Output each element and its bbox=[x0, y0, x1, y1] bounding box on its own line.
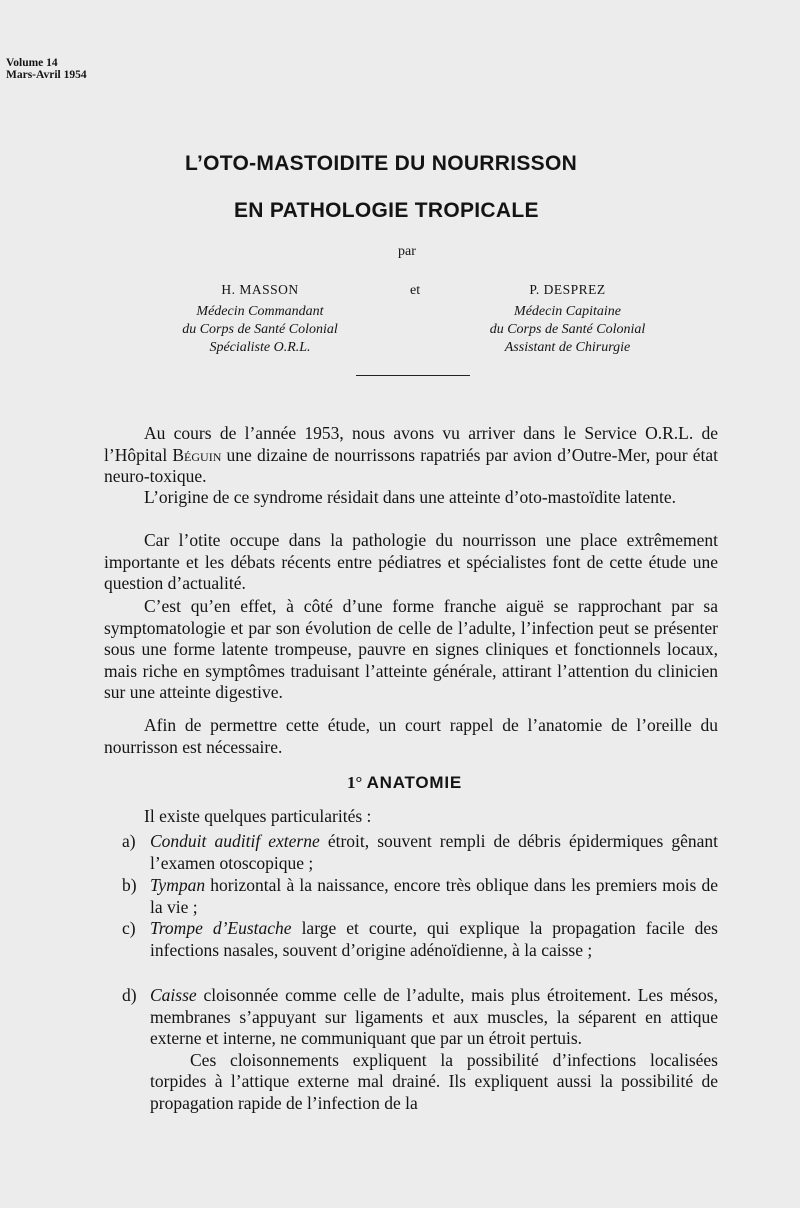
list-item-label: c) bbox=[122, 918, 136, 938]
author-role: Médecin Commandant bbox=[196, 304, 324, 319]
list-item-label: b) bbox=[122, 875, 137, 895]
hospital-name: Béguin bbox=[172, 444, 222, 465]
list-intro: Il existe quelques particularités : bbox=[144, 806, 372, 826]
list-item-text: cloisonnée comme celle de l’adulte, mais plus étroitement. Les mésos, membranes s’appuyant sur ligaments et aux muscles, la séparent en attique externe et interne, ne communiquant que par un étroit pertuis. bbox=[150, 985, 718, 1048]
list-item-label: d) bbox=[122, 985, 137, 1005]
list-item-continuation: Ces cloisonnements expliquent la possibilité d’infections localisées torpides à l’attique externe mal drainé. Ils expliquent aussi la possibilité de propagation rapide de l’infection de la bbox=[150, 1049, 718, 1113]
separator-rule bbox=[356, 375, 470, 376]
paragraph-2 bbox=[104, 487, 718, 509]
list-item bbox=[122, 831, 718, 874]
list-item-text: large et courte, qui explique la propagation facile des infections nasales, souvent d’origine adénoïdienne, à la caisse ; bbox=[150, 918, 718, 960]
paragraph-1 bbox=[104, 423, 718, 488]
paragraph-5 bbox=[104, 715, 718, 758]
list-item-text: horizontal à la naissance, encore très oblique dans les premiers mois de la vie ; bbox=[150, 875, 718, 917]
paragraph-4 bbox=[104, 596, 718, 704]
paragraph-3 bbox=[104, 530, 718, 595]
journal-issue: Mars-Avril 1954 bbox=[6, 69, 87, 81]
author-role: Spécialiste O.R.L. bbox=[209, 340, 311, 355]
by-line: par bbox=[398, 244, 416, 259]
list-item-term: Trompe d’Eustache bbox=[150, 918, 292, 938]
author-role: Assistant de Chirurgie bbox=[504, 340, 631, 355]
list-item bbox=[122, 985, 718, 1114]
paragraph-text: C’est qu’en effet, à côté d’une forme franche aiguë se rapprochant par sa symptomatologie et par son évolution de celle de l’adulte, l’infection peut se présenter sous une forme latente trompeuse, pauvre en signes cliniques et fonctionnels locaux, mais riche en symptômes traduisant l’atteinte générale, attirant l’attention du clinicien sur une atteinte digestive. bbox=[104, 596, 718, 702]
journal-header bbox=[6, 57, 87, 81]
paragraph-text: Afin de permettre cette étude, un court rappel de l’anatomie de l’oreille du nourrisson est nécessaire. bbox=[104, 715, 718, 757]
author-conjunction: et bbox=[410, 283, 421, 298]
title-line-1: L’OTO-MASTOIDITE DU NOURRISSON bbox=[185, 152, 578, 175]
section-heading bbox=[347, 773, 462, 793]
author-name: H. MASSON bbox=[221, 282, 299, 297]
paragraph-text: Car l’otite occupe dans la pathologie du nourrisson une place extrêmement importante et les débats récents entre pédiatres et spécialistes font de cette étude une question d’actualité. bbox=[104, 530, 718, 593]
list-item bbox=[122, 875, 718, 918]
journal-volume: Volume 14 bbox=[6, 57, 58, 69]
section-number: 1° bbox=[347, 773, 363, 792]
paragraph-text: Au cours de l’année 1953, nous avons vu arriver dans le Service O.R.L. de l’Hôpital bbox=[104, 423, 718, 465]
author-name: P. DESPREZ bbox=[529, 282, 606, 297]
list-item-term: Conduit auditif externe bbox=[150, 831, 320, 851]
author-role: Médecin Capitaine bbox=[514, 304, 621, 319]
author-role: du Corps de Santé Colonial bbox=[489, 322, 646, 337]
list-item-term: Caisse bbox=[150, 985, 197, 1005]
list-item-text: étroit, souvent rempli de débris épidermiques gênant l’examen otoscopique ; bbox=[150, 831, 718, 873]
section-label: ANATOMIE bbox=[366, 773, 463, 792]
paragraph-text: L’origine de ce syndrome résidait dans une atteinte d’oto-mastoïdite latente. bbox=[144, 487, 676, 507]
paragraph-text: une dizaine de nourrissons rapatriés par avion d’Outre-Mer, pour état neuro-toxique. bbox=[104, 444, 718, 486]
list-item-term: Tympan bbox=[150, 875, 206, 895]
author-desprez bbox=[455, 281, 680, 357]
list-item bbox=[122, 918, 718, 961]
list-item-label: a) bbox=[122, 831, 136, 851]
author-masson bbox=[150, 281, 370, 357]
title-line-2: EN PATHOLOGIE TROPICALE bbox=[234, 199, 539, 222]
author-role: du Corps de Santé Colonial bbox=[182, 322, 338, 337]
